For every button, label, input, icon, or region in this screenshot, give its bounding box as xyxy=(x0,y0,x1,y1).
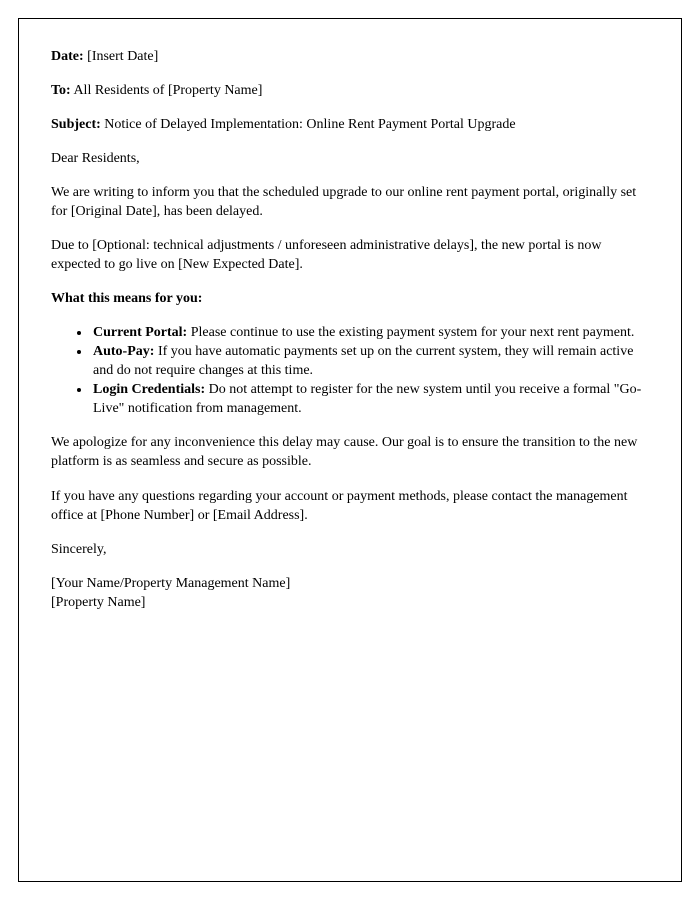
date-label: Date: xyxy=(51,49,84,64)
paragraph-intro: We are writing to inform you that the scheduled upgrade to our online rent payment portal, originally set for [Original Date], has been delayed. xyxy=(51,185,637,220)
paragraph-apology: We apologize for any inconvenience this delay may cause. Our goal is to ensure the transition to the new platform is as seamless and secure as possible. xyxy=(51,435,638,470)
section-heading xyxy=(51,289,649,308)
subject-line xyxy=(51,115,649,134)
to-line xyxy=(51,81,649,100)
to-value: All Residents of [Property Name] xyxy=(70,83,263,99)
date-value: [Insert Date] xyxy=(83,49,159,64)
signature-block xyxy=(51,574,649,612)
signature-name: [Your Name/Property Management Name] xyxy=(51,575,291,591)
bullet-item-auto-pay xyxy=(91,342,649,380)
bullet-text: Do not attempt to register for the new system until you receive a formal "Go-Live" notification from management. xyxy=(93,382,642,417)
to-label: To: xyxy=(51,83,71,99)
paragraph-contact: If you have any questions regarding your account or payment methods, please contact the management office at [Phone Number] or [Email Address]. xyxy=(51,488,628,523)
bullet-text: Please continue to use the existing payment system for your next rent payment. xyxy=(187,325,635,341)
salutation: Dear Residents, xyxy=(51,151,140,167)
bullet-label: Current Portal: xyxy=(93,325,188,341)
subject-value: Notice of Delayed Implementation: Online Rent Payment Portal Upgrade xyxy=(100,117,516,133)
section-heading-text: What this means for you: xyxy=(51,291,203,307)
paragraph-reason: Due to [Optional: technical adjustments / unforeseen administrative delays], the new portal is now expected to go live on [New Expected Date]. xyxy=(51,238,602,273)
bullet-item-current-portal xyxy=(91,323,649,342)
subject-label: Subject: xyxy=(51,117,101,133)
closing: Sincerely, xyxy=(51,541,107,557)
date-line xyxy=(51,47,649,66)
bullet-label: Auto-Pay: xyxy=(93,344,155,360)
bullet-label: Login Credentials: xyxy=(93,382,206,398)
signature-property: [Property Name] xyxy=(51,594,146,610)
bullet-item-login-credentials xyxy=(91,380,649,418)
letter-page xyxy=(18,18,682,882)
bullet-text: If you have automatic payments set up on the current system, they will remain active and do not require changes at this time. xyxy=(93,344,634,379)
bullet-list xyxy=(51,323,649,418)
